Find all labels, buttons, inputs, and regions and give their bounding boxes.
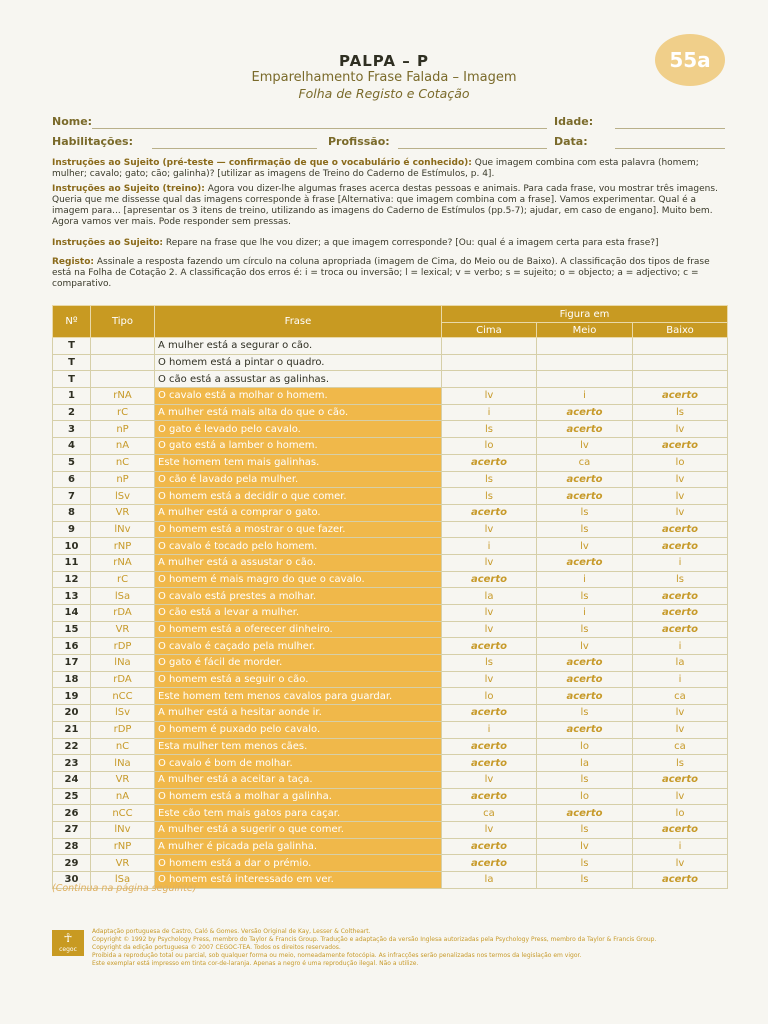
row-meio[interactable]: acerto: [537, 488, 633, 505]
row-cima[interactable]: acerto: [442, 788, 537, 805]
row-tipo: rDP: [91, 638, 155, 655]
row-frase: O cavalo está prestes a molhar.: [155, 588, 442, 605]
row-tipo: nC: [91, 454, 155, 471]
row-baixo[interactable]: la: [633, 655, 728, 672]
header-baixo: Baixo: [633, 323, 728, 338]
table-row: [53, 838, 728, 855]
row-tipo: rDP: [91, 721, 155, 738]
row-cima[interactable]: acerto: [442, 638, 537, 655]
cegoc-logo: ☥ cegoc: [52, 930, 84, 956]
row-cima[interactable]: [442, 371, 537, 388]
row-cima[interactable]: [442, 338, 537, 355]
row-baixo[interactable]: acerto: [633, 538, 728, 555]
row-meio[interactable]: ls: [537, 821, 633, 838]
row-meio[interactable]: acerto: [537, 554, 633, 571]
row-tipo: lNv: [91, 521, 155, 538]
row-baixo[interactable]: acerto: [633, 821, 728, 838]
row-cima[interactable]: acerto: [442, 454, 537, 471]
row-cima[interactable]: acerto: [442, 504, 537, 521]
row-cima[interactable]: lv: [442, 605, 537, 622]
row-num: 9: [53, 521, 91, 538]
row-meio[interactable]: lv: [537, 638, 633, 655]
row-num: 2: [53, 404, 91, 421]
row-meio[interactable]: acerto: [537, 471, 633, 488]
table-row: [53, 705, 728, 722]
row-num: 24: [53, 771, 91, 788]
row-meio[interactable]: [537, 338, 633, 355]
row-meio[interactable]: acerto: [537, 721, 633, 738]
training-row: [53, 338, 728, 355]
table-row: [53, 388, 728, 405]
header-meio: Meio: [537, 323, 633, 338]
row-num: 8: [53, 504, 91, 521]
row-cima[interactable]: lv: [442, 621, 537, 638]
row-tipo: rNP: [91, 538, 155, 555]
row-num: 29: [53, 855, 91, 872]
row-num: T: [53, 338, 91, 355]
row-frase: A mulher está a segurar o cão.: [155, 338, 442, 355]
row-frase: A mulher está a assustar o cão.: [155, 554, 442, 571]
row-baixo[interactable]: lv: [633, 721, 728, 738]
row-frase: Este cão tem mais gatos para caçar.: [155, 805, 442, 822]
row-baixo[interactable]: ca: [633, 738, 728, 755]
row-tipo: VR: [91, 504, 155, 521]
row-meio[interactable]: ca: [537, 454, 633, 471]
header-figura: Figura em: [442, 306, 728, 323]
row-num: T: [53, 354, 91, 371]
row-baixo[interactable]: [633, 371, 728, 388]
page-number-badge: 55a: [655, 34, 725, 86]
row-frase: O homem está a decidir o que comer.: [155, 488, 442, 505]
row-cima[interactable]: ls: [442, 488, 537, 505]
row-meio[interactable]: la: [537, 755, 633, 772]
table-row: [53, 454, 728, 471]
row-tipo: [91, 354, 155, 371]
profissao-label: Profissão:: [328, 135, 390, 148]
row-tipo: lSa: [91, 588, 155, 605]
habilitacoes-input-line[interactable]: [152, 148, 317, 149]
row-frase: O homem está a seguir o cão.: [155, 671, 442, 688]
row-cima[interactable]: acerto: [442, 705, 537, 722]
row-baixo[interactable]: acerto: [633, 588, 728, 605]
row-num: 30: [53, 872, 91, 889]
logo-figure-icon: ☥: [63, 931, 73, 945]
row-cima[interactable]: acerto: [442, 738, 537, 755]
table-row: [53, 855, 728, 872]
row-baixo[interactable]: acerto: [633, 605, 728, 622]
row-baixo[interactable]: ls: [633, 404, 728, 421]
row-frase: A mulher está a aceitar a taça.: [155, 771, 442, 788]
row-frase: O homem está a molhar a galinha.: [155, 788, 442, 805]
nome-label: Nome:: [52, 115, 93, 128]
row-frase: O cão está a assustar as galinhas.: [155, 371, 442, 388]
instruction-training: Instruções ao Sujeito (treino): Agora vou dizer-lhe algumas frases acerca destas pessoas e animais. Para cada frase, vou mostrar três imagens. Queria que me dissesse qual das imagens corresponde à frase [Alternativa: que imagem combina com a frase]. Vamos experimentar. Qual é a imagem para... [apresentar os 3 itens de treino, utilizando as imagens do Caderno de Estímulos (pp.5-7); ajudar, em caso de engano]. Muito bem. Agora vamos ver mais. Pode responder sem pressas.: [52, 184, 718, 227]
row-cima[interactable]: la: [442, 872, 537, 889]
row-baixo[interactable]: acerto: [633, 438, 728, 455]
row-cima[interactable]: ls: [442, 471, 537, 488]
row-tipo: nA: [91, 438, 155, 455]
row-tipo: rNA: [91, 554, 155, 571]
row-tipo: VR: [91, 855, 155, 872]
table-row: [53, 605, 728, 622]
header-frase: Frase: [155, 306, 442, 338]
table-row: [53, 755, 728, 772]
row-baixo[interactable]: lv: [633, 788, 728, 805]
row-num: 13: [53, 588, 91, 605]
row-tipo: lNa: [91, 755, 155, 772]
row-baixo[interactable]: ls: [633, 571, 728, 588]
row-cima[interactable]: lv: [442, 771, 537, 788]
table-row: [53, 721, 728, 738]
row-meio[interactable]: acerto: [537, 404, 633, 421]
row-tipo: nP: [91, 421, 155, 438]
row-frase: O homem está a dar o prémio.: [155, 855, 442, 872]
row-cima[interactable]: i: [442, 404, 537, 421]
row-frase: O homem está a mostrar o que fazer.: [155, 521, 442, 538]
page-title: PALPA – P: [339, 52, 429, 70]
row-cima[interactable]: la: [442, 588, 537, 605]
table-row: [53, 738, 728, 755]
row-num: 28: [53, 838, 91, 855]
row-cima[interactable]: ls: [442, 421, 537, 438]
row-baixo[interactable]: lo: [633, 454, 728, 471]
table-row: [53, 521, 728, 538]
row-meio[interactable]: lv: [537, 538, 633, 555]
row-meio[interactable]: ls: [537, 771, 633, 788]
row-num: 18: [53, 671, 91, 688]
row-meio[interactable]: i: [537, 388, 633, 405]
table-row: [53, 771, 728, 788]
row-num: 14: [53, 605, 91, 622]
row-tipo: VR: [91, 771, 155, 788]
row-frase: O homem é mais magro do que o cavalo.: [155, 571, 442, 588]
row-tipo: rNA: [91, 388, 155, 405]
nome-input-line[interactable]: [92, 128, 547, 129]
row-baixo[interactable]: i: [633, 671, 728, 688]
continuation-note: (Continua na página seguinte): [52, 883, 197, 894]
row-meio[interactable]: ls: [537, 588, 633, 605]
scoring-table: [52, 305, 728, 889]
row-meio[interactable]: ls: [537, 504, 633, 521]
page-subsubtitle: Folha de Registo e Cotação: [298, 86, 470, 101]
row-num: 23: [53, 755, 91, 772]
training-row: [53, 354, 728, 371]
instruction-pretest: Instruções ao Sujeito (pré-teste — confirmação de que o vocabulário é conhecido): Que imagem combina com esta palavra (homem; mulher; cavalo; gato; cão; galinha)? [utilizar as imagens de Treino do Caderno de Estímulos, p. 4].: [52, 158, 699, 179]
row-num: 5: [53, 454, 91, 471]
idade-label: Idade:: [554, 115, 594, 128]
table-row: [53, 688, 728, 705]
table-row: [53, 805, 728, 822]
row-frase: A mulher está mais alta do que o cão.: [155, 404, 442, 421]
row-baixo[interactable]: ls: [633, 755, 728, 772]
row-meio[interactable]: i: [537, 605, 633, 622]
row-baixo[interactable]: i: [633, 638, 728, 655]
row-baixo[interactable]: acerto: [633, 621, 728, 638]
row-frase: A mulher é picada pela galinha.: [155, 838, 442, 855]
row-num: 12: [53, 571, 91, 588]
row-frase: O cavalo está a molhar o homem.: [155, 388, 442, 405]
row-baixo[interactable]: lv: [633, 488, 728, 505]
page-subtitle: Emparelhamento Frase Falada – Imagem: [251, 70, 517, 85]
row-cima[interactable]: lv: [442, 671, 537, 688]
row-cima[interactable]: lo: [442, 438, 537, 455]
row-cima[interactable]: acerto: [442, 755, 537, 772]
row-num: 11: [53, 554, 91, 571]
row-frase: Este homem tem menos cavalos para guardar.: [155, 688, 442, 705]
row-frase: O cavalo é bom de molhar.: [155, 755, 442, 772]
row-frase: O homem está a oferecer dinheiro.: [155, 621, 442, 638]
row-meio[interactable]: [537, 354, 633, 371]
table-body: [53, 338, 728, 889]
row-frase: A mulher está a hesitar aonde ir.: [155, 705, 442, 722]
row-baixo[interactable]: acerto: [633, 872, 728, 889]
row-num: 6: [53, 471, 91, 488]
row-cima[interactable]: lv: [442, 521, 537, 538]
row-tipo: rNP: [91, 838, 155, 855]
row-num: T: [53, 371, 91, 388]
row-frase: O cão está a levar a mulher.: [155, 605, 442, 622]
row-num: 7: [53, 488, 91, 505]
row-tipo: lSv: [91, 488, 155, 505]
row-num: 26: [53, 805, 91, 822]
row-num: 17: [53, 655, 91, 672]
row-cima[interactable]: lv: [442, 821, 537, 838]
row-meio[interactable]: i: [537, 571, 633, 588]
row-num: 19: [53, 688, 91, 705]
row-num: 21: [53, 721, 91, 738]
row-tipo: rDA: [91, 605, 155, 622]
row-baixo[interactable]: i: [633, 554, 728, 571]
row-num: 25: [53, 788, 91, 805]
table-row: [53, 571, 728, 588]
row-num: 15: [53, 621, 91, 638]
row-meio[interactable]: lo: [537, 738, 633, 755]
row-tipo: lNa: [91, 655, 155, 672]
row-frase: O gato é levado pelo cavalo.: [155, 421, 442, 438]
row-num: 16: [53, 638, 91, 655]
row-num: 3: [53, 421, 91, 438]
table-row: [53, 621, 728, 638]
row-cima[interactable]: acerto: [442, 855, 537, 872]
table-row: [53, 588, 728, 605]
row-tipo: nCC: [91, 805, 155, 822]
row-baixo[interactable]: lo: [633, 805, 728, 822]
table-row: [53, 554, 728, 571]
row-baixo[interactable]: lv: [633, 855, 728, 872]
row-tipo: [91, 338, 155, 355]
row-frase: O gato está a lamber o homem.: [155, 438, 442, 455]
row-num: 22: [53, 738, 91, 755]
copyright-footer: Adaptação portuguesa de Castro, Caló & Gomes. Versão Original de Kay, Lesser & Coltheart. Copyright © 1992 by Psychology Press, membro do Taylor & Francis Group. Tradução e adaptação da versão Inglesa autorizadas pela Psychology Press, membro da Taylor & Francis Group. Copyright da edição portuguesa © 2007 CEGOC-TEA. Todos os direitos reservados. Proibida a reprodução total ou parcial, sob qualquer forma ou meio, nomeadamente fotocópia. As infracções serão penalizadas nos termos da legislação em vigor. Este exemplar está impresso em tinta cor-de-laranja. Apenas a negro é uma reprodução ilegal. Não a utilize.: [92, 928, 657, 967]
row-cima[interactable]: acerto: [442, 838, 537, 855]
table-row: [53, 538, 728, 555]
table-row: [53, 655, 728, 672]
row-baixo[interactable]: i: [633, 838, 728, 855]
table-row: [53, 404, 728, 421]
row-cima[interactable]: lv: [442, 388, 537, 405]
row-frase: O homem é puxado pelo cavalo.: [155, 721, 442, 738]
table-row: [53, 638, 728, 655]
row-baixo[interactable]: [633, 338, 728, 355]
data-input-line[interactable]: [615, 148, 725, 149]
data-label: Data:: [554, 135, 588, 148]
row-meio[interactable]: ls: [537, 872, 633, 889]
row-frase: O cão é lavado pela mulher.: [155, 471, 442, 488]
table-row: [53, 504, 728, 521]
row-baixo[interactable]: acerto: [633, 521, 728, 538]
row-num: 20: [53, 705, 91, 722]
table-row: [53, 788, 728, 805]
row-num: 1: [53, 388, 91, 405]
row-tipo: rDA: [91, 671, 155, 688]
row-baixo[interactable]: ca: [633, 688, 728, 705]
row-tipo: nCC: [91, 688, 155, 705]
header-tipo: Tipo: [91, 306, 155, 338]
row-num: 27: [53, 821, 91, 838]
instruction-registo: Registo: Assinale a resposta fazendo um círculo na coluna apropriada (imagem de Cima, do Meio ou de Baixo). A classificação dos tipos de frase está na Folha de Cotação 2. A classificação dos erros é: i = troca ou inversão; l = lexical; v = verbo; s = sujeito; o = objecto; a = adjectivo; c = comparativo.: [52, 257, 710, 289]
row-tipo: nC: [91, 738, 155, 755]
profissao-input-line[interactable]: [398, 148, 547, 149]
row-tipo: rC: [91, 404, 155, 421]
row-baixo[interactable]: lv: [633, 504, 728, 521]
row-baixo[interactable]: lv: [633, 471, 728, 488]
header-cima: Cima: [442, 323, 537, 338]
row-cima[interactable]: lo: [442, 688, 537, 705]
row-baixo[interactable]: acerto: [633, 771, 728, 788]
row-meio[interactable]: acerto: [537, 688, 633, 705]
table-row: [53, 488, 728, 505]
row-meio[interactable]: acerto: [537, 805, 633, 822]
row-meio[interactable]: acerto: [537, 671, 633, 688]
row-tipo: lSv: [91, 705, 155, 722]
habilitacoes-label: Habilitações:: [52, 135, 133, 148]
row-baixo[interactable]: [633, 354, 728, 371]
row-frase: A mulher está a sugerir o que comer.: [155, 821, 442, 838]
row-cima[interactable]: i: [442, 538, 537, 555]
table-row: [53, 421, 728, 438]
row-meio[interactable]: lv: [537, 438, 633, 455]
header-num: Nº: [53, 306, 91, 338]
table-row: [53, 821, 728, 838]
row-cima[interactable]: i: [442, 721, 537, 738]
row-num: 10: [53, 538, 91, 555]
row-meio[interactable]: [537, 371, 633, 388]
row-meio[interactable]: lv: [537, 838, 633, 855]
row-frase: A mulher está a comprar o gato.: [155, 504, 442, 521]
row-tipo: nA: [91, 788, 155, 805]
row-frase: O cavalo é tocado pelo homem.: [155, 538, 442, 555]
row-frase: O gato é fácil de morder.: [155, 655, 442, 672]
row-meio[interactable]: ls: [537, 621, 633, 638]
row-meio[interactable]: acerto: [537, 421, 633, 438]
row-tipo: [91, 371, 155, 388]
row-meio[interactable]: ls: [537, 521, 633, 538]
row-num: 4: [53, 438, 91, 455]
row-meio[interactable]: ls: [537, 855, 633, 872]
row-frase: Este homem tem mais galinhas.: [155, 454, 442, 471]
table-row: [53, 438, 728, 455]
row-frase: O homem está interessado em ver.: [155, 872, 442, 889]
row-baixo[interactable]: lv: [633, 421, 728, 438]
row-meio[interactable]: ls: [537, 705, 633, 722]
training-row: [53, 371, 728, 388]
row-cima[interactable]: [442, 354, 537, 371]
row-frase: O homem está a pintar o quadro.: [155, 354, 442, 371]
row-tipo: lNv: [91, 821, 155, 838]
row-frase: O cavalo é caçado pela mulher.: [155, 638, 442, 655]
row-meio[interactable]: lo: [537, 788, 633, 805]
row-cima[interactable]: lv: [442, 554, 537, 571]
row-cima[interactable]: ca: [442, 805, 537, 822]
row-baixo[interactable]: lv: [633, 705, 728, 722]
row-frase: Esta mulher tem menos cães.: [155, 738, 442, 755]
idade-input-line[interactable]: [615, 128, 725, 129]
row-tipo: lSa: [91, 872, 155, 889]
table-row: [53, 471, 728, 488]
row-baixo[interactable]: acerto: [633, 388, 728, 405]
row-tipo: VR: [91, 621, 155, 638]
row-tipo: nP: [91, 471, 155, 488]
instruction-subject: Instruções ao Sujeito: Repare na frase que lhe vou dizer; a que imagem corresponde? [Ou: qual é a imagem certa para esta frase?]: [52, 238, 659, 248]
table-row: [53, 671, 728, 688]
row-tipo: rC: [91, 571, 155, 588]
row-cima[interactable]: ls: [442, 655, 537, 672]
row-cima[interactable]: acerto: [442, 571, 537, 588]
row-meio[interactable]: acerto: [537, 655, 633, 672]
